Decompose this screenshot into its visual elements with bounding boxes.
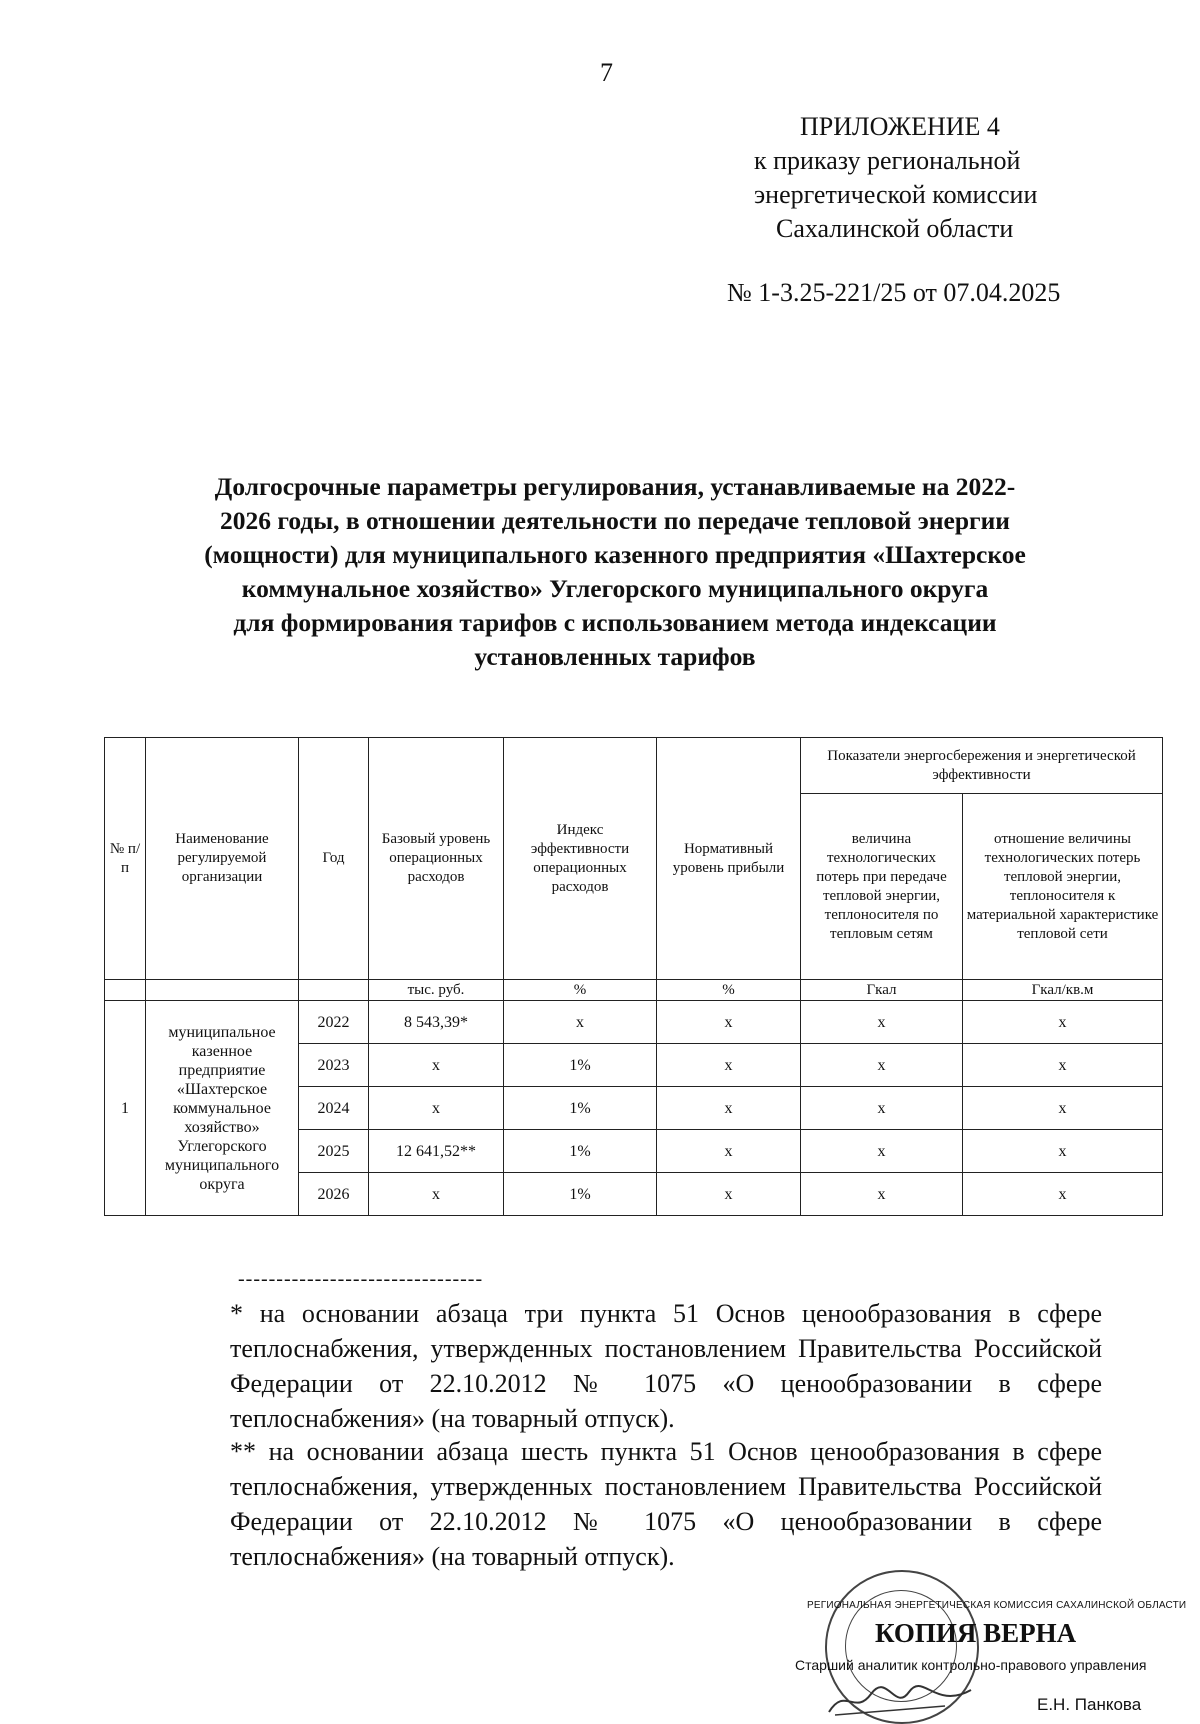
header-losses: величина технологических потерь при передаче тепловой энергии, теплоносителя по тепловым сетям <box>801 794 963 980</box>
cell-ratio: x <box>963 1001 1163 1044</box>
title-line: 2026 годы, в отношении деятельности по передаче тепловой энергии <box>220 506 1010 535</box>
organization-name: муниципальное казенное предприятие «Шахтерское коммунальное хозяйство» Углегорского муниципального округа <box>146 1001 299 1216</box>
title-line: Долгосрочные параметры регулирования, устанавливаемые на 2022- <box>214 472 1016 501</box>
cell-profit: x <box>657 1001 801 1044</box>
stamp-name: Е.Н. Панкова <box>1037 1695 1142 1714</box>
stamp-role: Старший аналитик контрольно-правового управления <box>795 1657 1147 1673</box>
cell-index: 1% <box>504 1044 657 1087</box>
footnote-text: * на основании абзаца три пункта 51 Основ ценообразования в сфере теплоснабжения, утвержденных постановлением Правительства Российской Федерации от 22.10.2012 № 1075 «О ценообразовании в сфере теплоснабжения» (на товарный отпуск). <box>230 1299 1102 1433</box>
cell-year: 2026 <box>299 1173 369 1216</box>
units-row <box>105 980 1163 1001</box>
row-number: 1 <box>105 1001 146 1216</box>
cell-base: x <box>369 1044 504 1087</box>
cell-ratio: x <box>963 1173 1163 1216</box>
footnote-1 <box>160 1296 1102 1436</box>
unit-losses: Гкал <box>801 980 963 1001</box>
title-line: для формирования тарифов с использованием метода индексации <box>233 608 997 637</box>
table-row <box>105 1001 1163 1044</box>
footnote-separator: -------------------------------- <box>238 1268 484 1290</box>
header-losses-ratio: отношение величины технологических потерь тепловой энергии, теплоносителя к материальной характеристике тепловой сети <box>963 794 1163 980</box>
cell-profit: x <box>657 1130 801 1173</box>
unit-cell <box>146 980 299 1001</box>
cell-year: 2025 <box>299 1130 369 1173</box>
header-number: № п/п <box>105 738 146 980</box>
order-number: № 1-3.25-221/25 от 07.04.2025 <box>727 278 1061 307</box>
unit-cell <box>105 980 146 1001</box>
title-line: коммунальное хозяйство» Углегорского муниципального округа <box>241 574 989 603</box>
unit-ratio: Гкал/кв.м <box>963 980 1163 1001</box>
cell-profit: x <box>657 1044 801 1087</box>
header-year: Год <box>299 738 369 980</box>
unit-base: тыс. руб. <box>369 980 504 1001</box>
cell-index: 1% <box>504 1130 657 1173</box>
cell-ratio: x <box>963 1044 1163 1087</box>
appendix-line: энергетической комиссии <box>754 180 1038 209</box>
cell-base: x <box>369 1087 504 1130</box>
page-number: 7 <box>600 58 613 87</box>
cell-base: x <box>369 1173 504 1216</box>
stamp-copy-label: КОПИЯ ВЕРНА <box>875 1618 1077 1648</box>
cell-ratio: x <box>963 1087 1163 1130</box>
document-title <box>150 470 1080 674</box>
cell-profit: x <box>657 1087 801 1130</box>
header-base-opex: Базовый уровень операционных расходов <box>369 738 504 980</box>
cell-base: 12 641,52** <box>369 1130 504 1173</box>
header-efficiency-index: Индекс эффективности операционных расходов <box>504 738 657 980</box>
cell-year: 2023 <box>299 1044 369 1087</box>
appendix-line: к приказу региональной <box>754 146 1021 175</box>
cell-index: 1% <box>504 1087 657 1130</box>
cell-losses: x <box>801 1087 963 1130</box>
appendix-header <box>740 110 1100 246</box>
cell-base: 8 543,39* <box>369 1001 504 1044</box>
signature-icon <box>825 1682 975 1718</box>
footnote-2 <box>160 1434 1102 1574</box>
stamp-organization: РЕГИОНАЛЬНАЯ ЭНЕРГЕТИЧЕСКАЯ КОМИССИЯ САХАЛИНСКОЙ ОБЛАСТИ <box>807 1600 1187 1611</box>
cell-ratio: x <box>963 1130 1163 1173</box>
unit-cell <box>299 980 369 1001</box>
unit-profit: % <box>657 980 801 1001</box>
cell-index: 1% <box>504 1173 657 1216</box>
cell-profit: x <box>657 1173 801 1216</box>
cell-losses: x <box>801 1173 963 1216</box>
cell-year: 2024 <box>299 1087 369 1130</box>
unit-index: % <box>504 980 657 1001</box>
footnote-text: ** на основании абзаца шесть пункта 51 Основ ценообразования в сфере теплоснабжения, утвержденных постановлением Правительства Российской Федерации от 22.10.2012 № 1075 «О ценообразовании в сфере теплоснабжения» (на товарный отпуск). <box>230 1437 1102 1571</box>
header-organization: Наименование регулируемой организации <box>146 738 299 980</box>
title-line: установленных тарифов <box>474 642 756 671</box>
cell-index: x <box>504 1001 657 1044</box>
title-line: (мощности) для муниципального казенного предприятия «Шахтерское <box>204 540 1026 569</box>
certification-stamp <box>795 1600 1195 1714</box>
cell-losses: x <box>801 1130 963 1173</box>
cell-year: 2022 <box>299 1001 369 1044</box>
appendix-line: Сахалинской области <box>776 214 1014 243</box>
header-energy-indicators: Показатели энергосбережения и энергетической эффективности <box>801 738 1163 794</box>
cell-losses: x <box>801 1044 963 1087</box>
appendix-title: ПРИЛОЖЕНИЕ 4 <box>800 112 1000 141</box>
header-profit-level: Нормативный уровень прибыли <box>657 738 801 980</box>
cell-losses: x <box>801 1001 963 1044</box>
parameters-table <box>104 737 1163 1216</box>
